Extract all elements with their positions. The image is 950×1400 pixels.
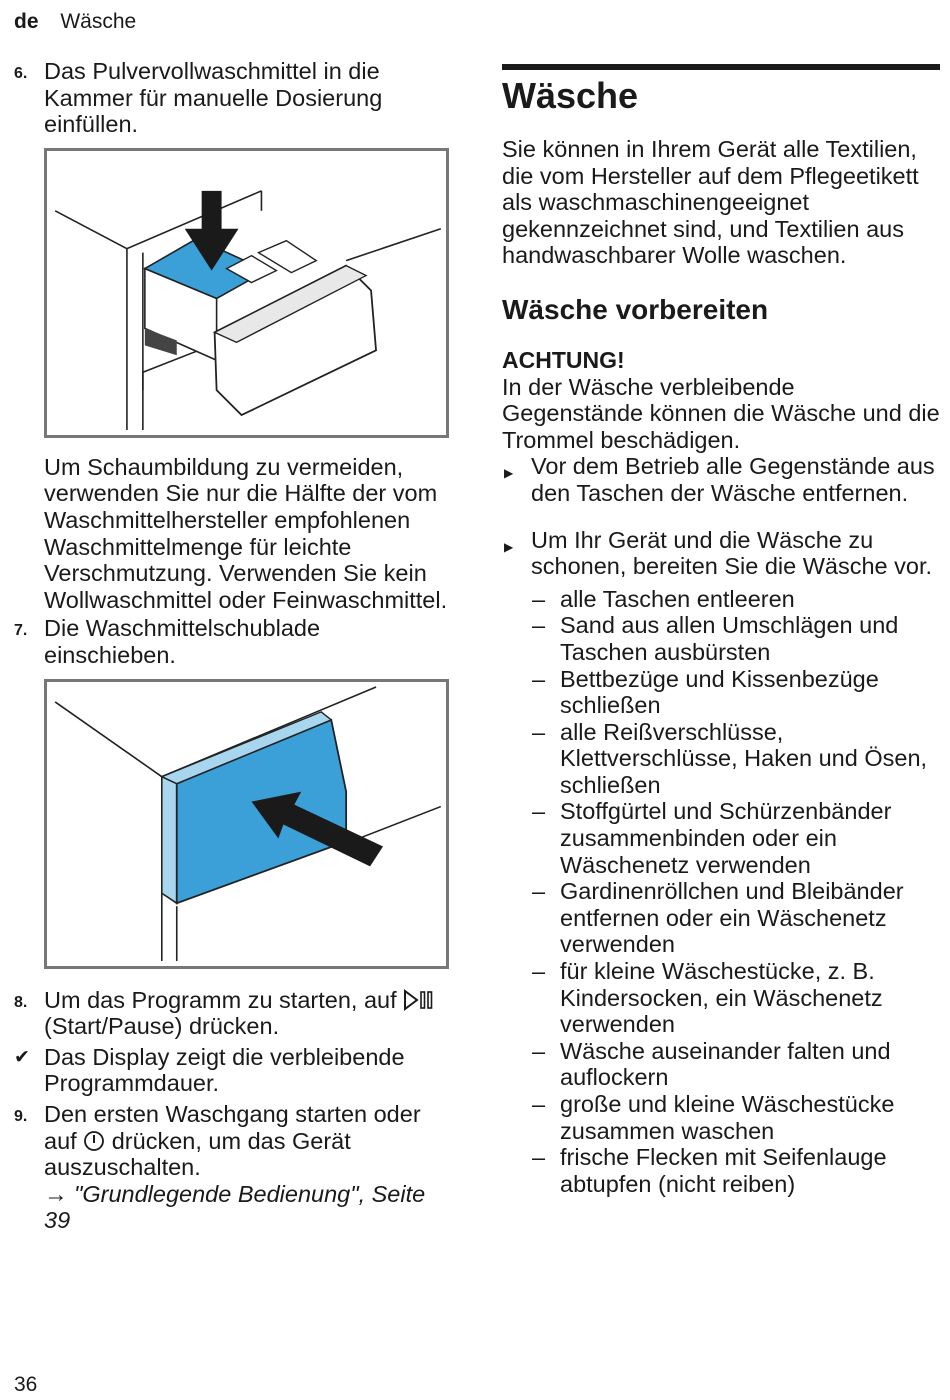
fill-detergent-illustration — [47, 151, 446, 435]
list-item-text: Gardinenröllchen und Bleibänder entfernen oder ein Wäschenetz verwenden — [560, 878, 904, 958]
list-item-text: Stoffgürtel und Schürzenbänder zusammenbinden oder ein Wäschenetz verwenden — [560, 798, 892, 878]
preparation-list — [502, 586, 940, 1198]
language-code: de — [14, 10, 39, 33]
step-number: 9. — [14, 1107, 28, 1125]
step-text: Um das Programm zu starten, auf — [44, 986, 397, 1013]
page-number: 36 — [14, 1373, 38, 1396]
close-drawer-figure — [44, 679, 449, 969]
bullet-text: Um Ihr Gerät und die Wäsche zu schonen, bereiten Sie die Wäsche vor. — [531, 526, 933, 580]
list-item — [502, 586, 940, 613]
bullet-item — [502, 527, 940, 580]
dash-marker: – — [532, 798, 546, 825]
list-item-text: frische Flecken mit Seifenlauge abtupfen (nicht reiben) — [560, 1144, 887, 1197]
warning-text: In der Wäsche verbleibende Gegenstände können die Wäsche und die Trommel beschädigen. — [502, 373, 940, 453]
step-text-b: drücken, um das Gerät auszuschalten. — [44, 1127, 351, 1181]
dash-marker: – — [532, 1144, 546, 1171]
right-column — [502, 64, 940, 1197]
step-8 — [14, 987, 454, 1040]
list-item — [502, 1144, 940, 1197]
close-drawer-illustration — [47, 682, 446, 966]
result-text: Das Display zeigt die verbleibende Programmdauer. — [44, 1043, 405, 1097]
list-item — [502, 878, 940, 958]
dash-marker: – — [532, 1037, 546, 1064]
step-text: Die Waschmittelschublade einschieben. — [44, 615, 321, 668]
bullet-arrow-icon: ▶ — [504, 466, 514, 481]
result-line — [14, 1044, 454, 1097]
list-item-text: für kleine Wäschestücke, z. B. Kindersocken, ein Wäschenetz verwenden — [560, 958, 883, 1038]
bullet-item — [502, 453, 940, 506]
subsection-heading: Wäsche vorbereiten — [502, 293, 769, 325]
bullet-arrow-icon: ▶ — [504, 539, 514, 554]
step-7 — [14, 615, 454, 668]
step-text: Den ersten Waschgang starten oder auf — [44, 1100, 421, 1154]
section-divider — [502, 64, 940, 70]
list-item-text: Bettbezüge und Kissenbezüge schließen — [560, 665, 879, 719]
list-item — [502, 1038, 940, 1091]
cross-reference-link[interactable]: → "Grundlegende Bedienung", Seite 39 — [44, 1180, 426, 1234]
start-pause-icon — [403, 989, 437, 1011]
list-item — [502, 1091, 940, 1144]
warning-label: ACHTUNG! — [502, 346, 625, 373]
detergent-note: Um Schaumbildung zu vermeiden, verwenden Sie nur die Hälfte der vom Waschmittelhersteller empfohlenen Waschmittelmenge für leichte Verschmutzung. Verwenden Sie kein Wollwaschmittel oder Feinwaschmittel. — [44, 453, 448, 613]
detergent-drawer-figure — [44, 148, 449, 438]
page-header — [14, 9, 136, 35]
dash-marker: – — [532, 585, 546, 612]
dash-marker: – — [532, 958, 546, 985]
intro-paragraph: Sie können in Ihrem Gerät alle Textilien, die vom Hersteller auf dem Pflegeetikett als waschmaschinengeeignet gekennzeichnet sind, und Textilien aus handwaschbarer Wolle waschen. — [502, 136, 919, 269]
bullet-text: Vor dem Betrieb alle Gegenstände aus den Taschen der Wäsche entfernen. — [531, 453, 935, 506]
step-6 — [14, 58, 454, 138]
list-item — [502, 719, 940, 799]
step-9 — [14, 1101, 454, 1234]
list-item-text: Wäsche auseinander falten und auflockern — [560, 1037, 891, 1091]
list-item — [502, 798, 940, 878]
step-text-b: (Start/Pause) drücken. — [44, 1013, 280, 1040]
list-item — [502, 612, 940, 665]
step-number: 7. — [14, 622, 28, 640]
check-icon: ✔ — [14, 1046, 30, 1068]
step-number: 6. — [14, 65, 28, 82]
list-item-text: Sand aus allen Umschlägen und Taschen ausbürsten — [560, 612, 899, 665]
list-item-text: große und kleine Wäschestücke zusammen waschen — [560, 1091, 895, 1144]
left-column — [14, 58, 454, 1234]
list-item — [502, 958, 940, 1038]
dash-marker: – — [532, 878, 546, 905]
list-item — [502, 666, 940, 719]
dash-marker: – — [532, 718, 546, 745]
dash-marker: – — [532, 1091, 546, 1117]
section-heading: Wäsche — [502, 75, 639, 116]
section-title: Wäsche — [60, 10, 137, 33]
power-icon — [83, 1130, 105, 1152]
dash-marker: – — [532, 665, 546, 692]
step-number: 8. — [14, 993, 28, 1011]
list-item-text: alle Reißverschlüsse, Klettverschlüsse, Haken und Ösen, schließen — [560, 718, 928, 798]
list-item-text: alle Taschen entleeren — [560, 585, 795, 612]
step-text: Das Pulvervollwaschmittel in die Kammer für manuelle Dosierung einfüllen. — [44, 58, 383, 138]
dash-marker: – — [532, 612, 546, 639]
